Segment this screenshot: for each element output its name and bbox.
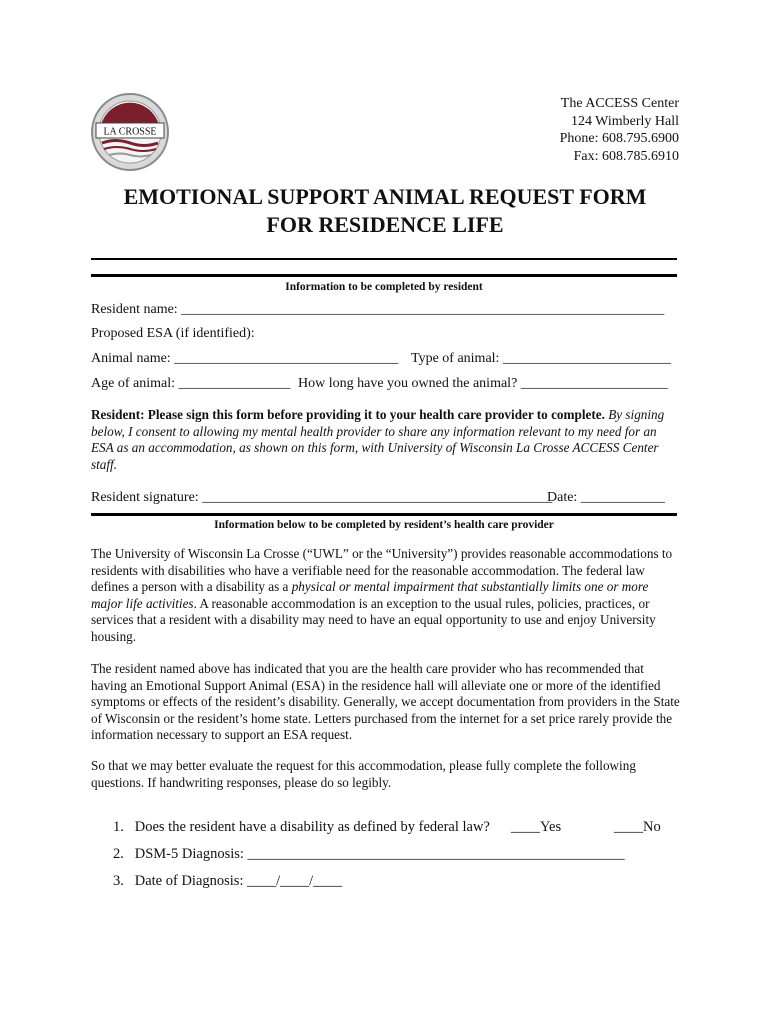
form-title bbox=[0, 183, 770, 239]
consent-instruction: Resident: Please sign this form before providing it to your health care provider to complete. bbox=[91, 407, 605, 422]
provider-intro-text-a: The University of Wisconsin La Crosse (“UWL” or the “University”) provides reasonable accommodations to residents with disabilities who have a verifiable need for the reasonable accommodation. The federal law defines a person with a disability as a bbox=[91, 546, 673, 595]
ownership-duration-field[interactable]: How long have you owned the animal? _____________________ bbox=[298, 376, 668, 391]
form-title-line-1: EMOTIONAL SUPPORT ANIMAL REQUEST FORM bbox=[123, 184, 647, 209]
resident-consent-paragraph bbox=[91, 407, 681, 473]
signature-date-field[interactable]: Date: ____________ bbox=[547, 490, 665, 505]
animal-name-field[interactable]: Animal name: ________________________________ bbox=[91, 351, 399, 366]
form-title-line-2: FOR RESIDENCE LIFE bbox=[266, 212, 504, 237]
provider-instructions-text: So that we may better evaluate the request for this accommodation, please fully complete the following questions. If handwriting responses, please do so legibly. bbox=[91, 758, 636, 790]
consent-statement: By signing below, I consent to allowing my mental health provider to share any information relevant to my need for an ESA as an accommodation, as shown on this form, with University of Wisconsin La Crosse ACCESS Center staff. bbox=[91, 407, 665, 472]
resident-name-field[interactable]: Resident name: _____________________________________________________________________ bbox=[91, 302, 665, 317]
seal-lettering: LA CROSSE bbox=[103, 126, 157, 138]
university-seal-logo bbox=[90, 92, 170, 172]
question-3[interactable] bbox=[113, 873, 342, 890]
office-fax: Fax: 608.785.6910 bbox=[573, 148, 679, 164]
provider-section-divider bbox=[91, 513, 677, 516]
provider-context-text: The resident named above has indicated that you are the health care provider who has recommended that having an Emotional Support Animal (ESA) in the residence hall will alleviate one or more of the identified symptoms or effects of the resident’s disability. Generally, we accept documentation from providers in the State of Wisconsin or the resident’s home state. Letters purchased from the internet for a set price rarely provide the information necessary to support an ESA request. bbox=[91, 661, 680, 743]
resident-signature-field[interactable]: Resident signature: __________________________________________________ bbox=[91, 490, 553, 505]
question-2[interactable] bbox=[113, 846, 625, 863]
provider-section-heading: Information below to be completed by resident’s health care provider bbox=[214, 519, 554, 531]
diagnosis-date-field[interactable]: Date of Diagnosis: ____/____/____ bbox=[134, 873, 343, 889]
question-1-yes-option[interactable]: ____Yes bbox=[511, 819, 562, 835]
provider-context-paragraph bbox=[91, 661, 681, 744]
provider-instructions-paragraph bbox=[91, 758, 681, 791]
animal-age-field[interactable]: Age of animal: ________________ bbox=[91, 376, 291, 391]
question-2-number: 2. bbox=[113, 846, 124, 862]
provider-intro-paragraph bbox=[91, 546, 681, 646]
office-name: The ACCESS Center bbox=[560, 96, 679, 111]
disability-definition: physical or mental impairment that substantially limits one or more major life activities bbox=[91, 579, 649, 611]
office-phone: Phone: 608.795.6900 bbox=[559, 131, 679, 146]
office-address bbox=[560, 95, 679, 165]
provider-intro-text-b: . A reasonable accommodation is an exception to the usual rules, policies, practices, or services that a resident with a disability may need to have an equal opportunity to use and enjoy University housing. bbox=[91, 595, 656, 644]
question-1-no-option[interactable]: ____No bbox=[614, 819, 661, 835]
office-room: 124 Wimberly Hall bbox=[570, 113, 679, 129]
question-1 bbox=[113, 819, 490, 836]
title-divider-bottom bbox=[91, 274, 677, 277]
question-1-text: Does the resident have a disability as defined by federal law? bbox=[134, 819, 490, 835]
proposed-esa-label: Proposed ESA (if identified): bbox=[91, 326, 255, 341]
animal-type-field[interactable]: Type of animal: ________________________ bbox=[411, 351, 671, 366]
question-3-number: 3. bbox=[113, 873, 124, 889]
resident-section-heading: Information to be completed by resident bbox=[285, 281, 483, 293]
dsm5-diagnosis-field[interactable]: DSM-5 Diagnosis: ____________________________________________________ bbox=[134, 846, 625, 862]
title-divider-top bbox=[91, 258, 677, 260]
question-1-number: 1. bbox=[113, 819, 124, 835]
